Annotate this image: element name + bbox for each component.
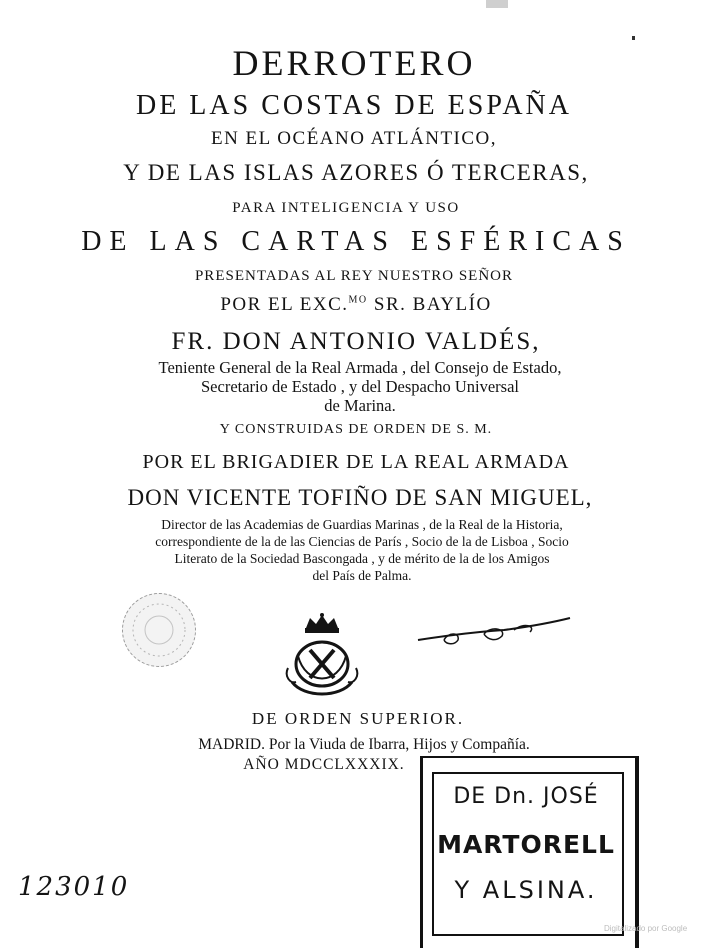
title-cartas: DE LAS CARTAS ESFÉRICAS [81, 226, 631, 257]
crown-monogram-icon [282, 612, 362, 702]
author1-prefix: POR EL EXC. [220, 294, 349, 315]
imprint-order: DE ORDEN SUPERIOR. [251, 709, 465, 728]
flourish-icon [414, 612, 574, 648]
google-watermark: Digitalizado por Google [604, 924, 688, 933]
bookplate-line-1: DE Dn. JOSÉ [453, 784, 599, 809]
title-derrotero: DERROTERO [232, 43, 476, 83]
author2-desc-3: Literato de la Sociedad Bascongada , y de mérito de la de los Amigos [174, 551, 550, 566]
call-number: 123010 [18, 872, 130, 902]
title-costas: DE LAS COSTAS DE ESPAÑA [135, 90, 572, 121]
author1-honorific [0, 294, 716, 316]
author1-suffix: SR. BAYLÍO [367, 294, 492, 315]
author2-desc-1: Director de las Academias de Guardias Marinas , de la Real de la Historia, [161, 517, 563, 532]
imprint-year: AÑO MDCCLXXXIX. [243, 756, 405, 773]
author2-description [2, 516, 720, 584]
title-inteligencia: PARA INTELIGENCIA Y USO [232, 200, 460, 216]
bookplate-line-2: MARTORELL [437, 830, 615, 859]
bookplate-line-3: Y ALSINA. [454, 876, 598, 904]
library-stamp-icon [122, 593, 196, 667]
title-islas: Y DE LAS ISLAS AZORES Ó TERCERAS, [123, 160, 589, 185]
construction-line: Y CONSTRUIDAS DE ORDEN DE S. M. [219, 422, 493, 437]
author1-sup: MO [348, 294, 368, 306]
top-mark [486, 0, 508, 8]
title-oceano: EN EL OCÉANO ATLÁNTICO, [210, 128, 498, 149]
author2-desc-2: correspondiente de la de las Ciencias de París , Socio de la de Lisboa , Socio [155, 534, 569, 549]
author1-title-1: Teniente General de la Real Armada , del Consejo de Estado, [158, 358, 562, 377]
author1-title-2: Secretario de Estado , y del Despacho Universal [201, 377, 519, 396]
author1-name: FR. DON ANTONIO VALDÉS, [171, 328, 541, 355]
author2-byline: POR EL BRIGADIER DE LA REAL ARMADA [142, 451, 570, 473]
title-presentadas: PRESENTADAS AL REY NUESTRO SEÑOR [194, 268, 514, 284]
ink-speck [632, 36, 635, 40]
author2-desc-4: del País de Palma. [312, 568, 412, 583]
author2-name: DON VICENTE TOFIÑO DE SAN MIGUEL, [127, 485, 593, 510]
author1-title-3: de Marina. [324, 396, 396, 415]
imprint-place: MADRID. Por la Viuda de Ibarra, Hijos y Compañía. [198, 736, 530, 753]
author1-titles [0, 358, 720, 415]
